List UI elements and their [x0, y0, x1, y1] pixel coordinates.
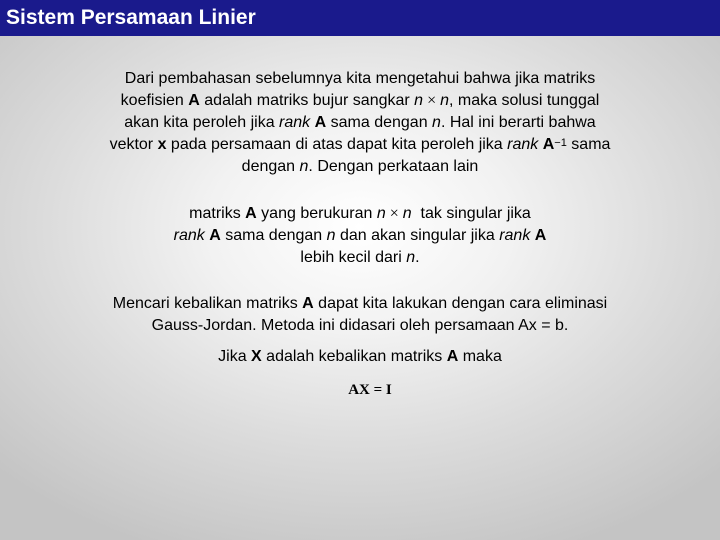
paragraph-inverse — [0, 346, 720, 368]
matrix-symbol: A — [446, 348, 459, 365]
text-segment: lebih kecil dari — [300, 249, 407, 266]
text-segment: pada persamaan di atas dapat kita peroleh jika — [166, 136, 508, 153]
text-line — [0, 247, 720, 269]
text-segment: sama dengan — [326, 114, 433, 131]
matrix-symbol: A — [245, 205, 257, 222]
text-line — [0, 68, 720, 90]
matrix-symbol: A — [314, 114, 327, 131]
superscript: −1 — [554, 137, 567, 149]
text-segment: Dari pembahasan sebelumnya kita mengetahui bahwa jika matriks — [124, 70, 596, 87]
matrix-symbol: X — [251, 348, 262, 365]
text-segment: matriks — [189, 205, 246, 222]
text-segment: yang berukuran — [256, 205, 377, 222]
text-segment: koefisien — [120, 92, 189, 109]
equation-ax-equals-i: AX = I — [348, 382, 392, 398]
text-segment: sama — [566, 136, 611, 153]
vector-symbol: x — [157, 136, 167, 153]
text-segment: tak singular jika — [411, 205, 531, 222]
text-line — [0, 346, 720, 368]
text-line — [0, 90, 720, 112]
slide-title: Sistem Persamaan Linier — [6, 6, 256, 29]
text-segment: dengan — [241, 158, 300, 175]
term: rank — [507, 136, 539, 153]
text-line — [0, 112, 720, 134]
paragraph-intro — [0, 68, 720, 178]
paragraph-gauss-jordan — [0, 293, 720, 337]
text-line — [0, 225, 720, 247]
term: rank — [279, 114, 311, 131]
text-segment: dapat kita lakukan dengan cara eliminasi — [313, 295, 608, 312]
text-segment: Jika — [218, 348, 252, 365]
text-segment: Mencari kebalikan matriks — [112, 295, 303, 312]
text-line — [0, 134, 720, 156]
text-segment: sama dengan — [220, 227, 327, 244]
variable: n — [414, 92, 424, 109]
variable: n — [440, 92, 449, 109]
matrix-symbol: A — [534, 227, 547, 244]
text-segment: adalah matriks bujur sangkar — [199, 92, 415, 109]
text-segment: . Dengan perkataan lain — [308, 158, 479, 175]
paragraph-singular — [0, 203, 720, 269]
text-segment: adalah kebalikan matriks — [261, 348, 447, 365]
matrix-symbol: A — [209, 227, 221, 244]
text-segment: vektor — [109, 136, 158, 153]
variable: n — [326, 227, 336, 244]
text-line — [0, 203, 720, 225]
text-segment: dan akan singular jika — [335, 227, 500, 244]
text-segment: , maka solusi tunggal — [449, 92, 600, 109]
times-operator: × — [423, 92, 441, 109]
text-segment: . — [415, 249, 420, 266]
variable: n — [432, 114, 441, 131]
matrix-symbol: A — [542, 136, 555, 153]
text-line — [0, 156, 720, 178]
matrix-symbol: A — [188, 92, 200, 109]
variable: n — [406, 249, 416, 266]
variable: n — [299, 158, 309, 175]
times-operator: × — [385, 205, 403, 222]
text-line — [0, 315, 720, 337]
matrix-symbol: A — [302, 295, 314, 312]
text-segment: maka — [458, 348, 502, 365]
text-segment: . Hal ini berarti bahwa — [440, 114, 596, 131]
term: rank — [173, 227, 205, 244]
text-segment: Gauss-Jordan. Metoda ini didasari oleh persamaan Ax = b. — [151, 317, 569, 334]
text-segment: akan kita peroleh jika — [124, 114, 280, 131]
text-line — [0, 293, 720, 315]
variable: n — [402, 205, 412, 222]
variable: n — [376, 205, 386, 222]
title-bar — [0, 0, 720, 36]
term: rank — [499, 227, 531, 244]
